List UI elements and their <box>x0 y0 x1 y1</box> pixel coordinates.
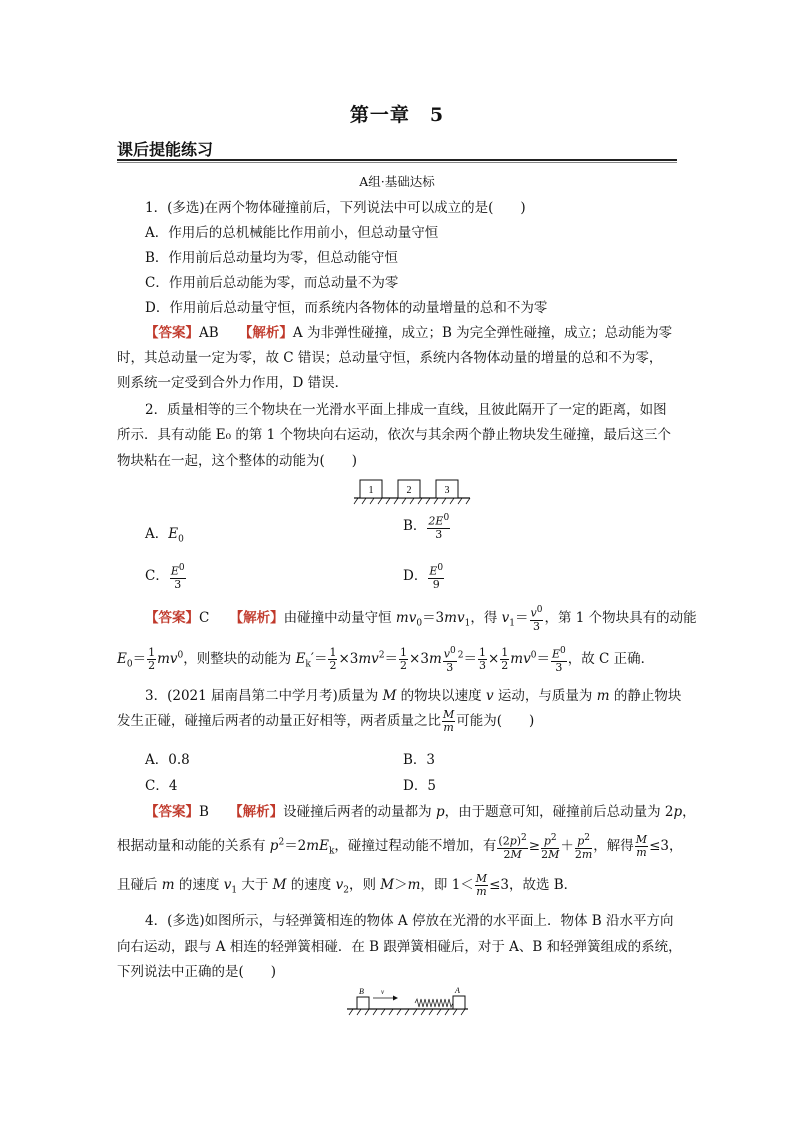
q3-s1c: 运动，与质量为 <box>493 688 597 704</box>
q3-explanation-line1: 【答案】B 【解析】设碰撞后两者的动量都为 p，由于题意可知，碰撞前后总动量为 2p， <box>145 804 696 820</box>
analysis-tag: 【解析】 <box>245 325 293 341</box>
q3-explanation-line3: 且碰后 m 的速度 $v_1$ 大于 M 的速度 $v_2$，则 M＞m，即 1＜ $\frac{M}{m}$ ≤3，故选 B． <box>117 872 578 898</box>
section-heading: 课后提能练习 <box>117 140 214 159</box>
group-heading: A组·基础达标 <box>359 174 435 189</box>
answer-tag: 【答案】 <box>145 609 199 626</box>
q3-s2b: 可能为( ) <box>456 713 535 729</box>
opt-a-value: E <box>168 526 179 542</box>
spring <box>415 999 453 1007</box>
q3-e1a: 设碰撞后两者的动量都为 <box>283 804 436 820</box>
analysis-tag: 【解析】 <box>236 609 284 626</box>
q1-exp3: 则系统一定受到合外力作用，D 错误． <box>117 375 349 391</box>
q2-explanation-line2: $E_0=$ $\frac{1}{2}$ $mv^0$，则整块的动能为 $E_k'=$ $\frac{1}{2}$ $\times 3mv^2=$ $\frac{1}{2}$ ×3m $\frac{v^0}{3}$ $^2$＝ $\frac{1}{3}$ × $\frac{1}{2}$ $mv^0=$ $\frac{E^0}{3}$ ，故 C 正确． <box>117 645 655 674</box>
q3-e3a: 且碰后 <box>117 877 162 893</box>
opt-label: D． <box>403 567 428 584</box>
opt-label: B． <box>403 517 427 534</box>
q3-e3f: ，即 1＜ <box>420 877 474 893</box>
q3-e3c: 大于 <box>237 877 273 893</box>
q3-e3e: ，则 <box>348 877 381 893</box>
q1-option-a: A．作用后的总机械能比作用前小，但总动量守恒 <box>145 225 439 241</box>
q2-answer: C <box>199 609 210 626</box>
q1-explanation-line1 <box>145 321 672 341</box>
q1-exp2: 时，其总动量一定为零，故 C 错误；总动量守恒，系统内各物体动量的增量的总和不为零， <box>117 350 663 366</box>
analysis-tag: 【解析】 <box>235 804 284 820</box>
q3-s1a: 3．(2021 届南昌第二中学月考)质量为 <box>145 688 383 704</box>
q1-answer: AB <box>199 325 219 341</box>
q1-option-d: D．作用前后总动量守恒，而系统内各物体的动量增量的总和不为零 <box>145 300 548 316</box>
q3-s1d: 的静止物块 <box>609 688 682 704</box>
frac-den: 9 <box>432 577 440 591</box>
q1-exp1: A 为非弹性碰撞，成立；B 为完全弹性碰撞，成立；总动能为零 <box>292 325 673 341</box>
q3-explanation-line2: 根据动量和动能的关系有 $p^2=2mE_k$，碰撞过程动能不增加，有 $\frac{(2p)^2}{2M}$ ≥ $\frac{p^2}{2M}$ ＋ $\frac{p^2}{2m}$ ，解得 $\frac{M}{m}$ ≤3， <box>117 832 683 861</box>
frac-den: 3 <box>435 527 443 541</box>
heading-rule-thin <box>117 162 677 163</box>
opt-label: C． <box>145 567 169 584</box>
q3-stem-line2: 发生正碰，碰撞后两者的动量正好相等，两者质量之比 $\frac{M}{m}$ 可能为( ) <box>117 708 535 734</box>
q2-stem2: 所示．具有动能 E₀ 的第 1 个物块向右运动，依次与其余两个静止物块发生碰撞，最后这三个 <box>117 427 672 443</box>
q3-e1b: ，由于题意可知，碰撞前后总动量为 2 <box>444 804 674 820</box>
q2-blocks-figure <box>352 476 472 506</box>
label-a: A <box>455 986 460 995</box>
q3-option-b: B．3 <box>403 752 436 768</box>
q3-e3d: 的速度 <box>286 877 336 893</box>
q2-stem3: 物块粘在一起，这个整体的动能为( ) <box>117 453 358 469</box>
q3-option-a: A．0.8 <box>145 752 190 768</box>
block-label-3: 3 <box>444 485 450 496</box>
arrow-head <box>393 996 398 1001</box>
q1-option-b: B．作用前后总动量均为零，但总动能守恒 <box>145 250 398 266</box>
q3-answer: B <box>199 804 209 820</box>
frac-num: 2E <box>428 514 444 528</box>
q2-exp2b: ，故 C 正确． <box>567 650 655 667</box>
q3-stem-line1: 3．(2021 届南昌第二中学月考)质量为 M 的物块以速度 v 运动，与质量为 m 的静止物块 <box>145 688 682 704</box>
q2-exp2a: ，则整块的动能为 <box>183 650 296 667</box>
q2-option-a: A．$E_0$ <box>145 526 184 545</box>
q2-stem1: 2．质量相等的三个物块在一光滑水平面上排成一直线，且彼此隔开了一定的距离，如图 <box>145 402 667 418</box>
q4-stem3: 下列说法中正确的是( ) <box>117 964 277 980</box>
q3-e2d: ≤3， <box>649 837 683 854</box>
q4-spring-figure <box>345 983 470 1017</box>
block-a <box>453 996 465 1009</box>
frac-num: E <box>170 564 179 578</box>
block-label-2: 2 <box>406 485 412 496</box>
q2-exp1c: ，第 1 个物块具有的动能 <box>544 609 697 626</box>
q4-stem1: 4．(多选)如图所示，与轻弹簧相连的物体 A 停放在光滑的水平面上．物体 B 沿水平方向 <box>145 913 674 929</box>
answer-tag: 【答案】 <box>145 804 199 820</box>
frac-num: E <box>429 564 438 578</box>
q2-exp1b: ，得 <box>470 609 502 626</box>
answer-tag: 【答案】 <box>145 325 199 341</box>
q3-s1b: 的物块以速度 <box>396 688 486 704</box>
label-b: B <box>359 987 364 996</box>
q1-option-c: C．作用前后总动能为零，而总动量不为零 <box>145 275 399 291</box>
q2-option-d: D． $\frac{E^0}{9}$ <box>403 563 444 591</box>
opt-label: A． <box>145 526 169 542</box>
q3-e2a: 根据动量和动能的关系有 <box>117 837 270 854</box>
label-v: v <box>381 988 385 996</box>
page-title: 第一章 5 <box>349 104 445 126</box>
q3-s2a: 发生正碰，碰撞后两者的动量正好相等，两者质量之比 <box>117 713 441 729</box>
q4-stem2: 向右运动，跟与 A 相连的轻弹簧相碰．在 B 跟弹簧相碰后，对于 A、B 和轻弹簧组成的系统， <box>117 939 682 955</box>
q2-option-c: C． $\frac{E^0}{3}$ <box>145 563 185 591</box>
q3-e3g: ≤3，故选 B． <box>489 877 578 893</box>
q1-stem: 1．(多选)在两个物体碰撞前后，下列说法中可以成立的是( ) <box>145 200 526 216</box>
frac-den: 3 <box>174 577 182 591</box>
q3-e2b: ，碰撞过程动能不增加，有 <box>334 837 497 854</box>
q3-e3b: 的速度 <box>174 877 224 893</box>
q2-exp1a: 由碰撞中动量守恒 <box>283 609 396 626</box>
q3-option-c: C．4 <box>145 778 178 794</box>
heading-rule <box>117 159 677 161</box>
q2-option-b: B． $\frac{2E^0}{3}$ <box>403 513 450 541</box>
q3-option-d: D．5 <box>403 778 436 794</box>
q3-e2c: ，解得 <box>593 837 634 854</box>
block-label-1: 1 <box>368 485 374 496</box>
block-b <box>357 997 369 1009</box>
q2-explanation-line1: 【答案】C 【解析】由碰撞中动量守恒 $mv_0=3mv_1$，得 $v_1=$ $\frac{v^0}{3}$ ，第 1 个物块具有的动能 <box>145 605 697 633</box>
